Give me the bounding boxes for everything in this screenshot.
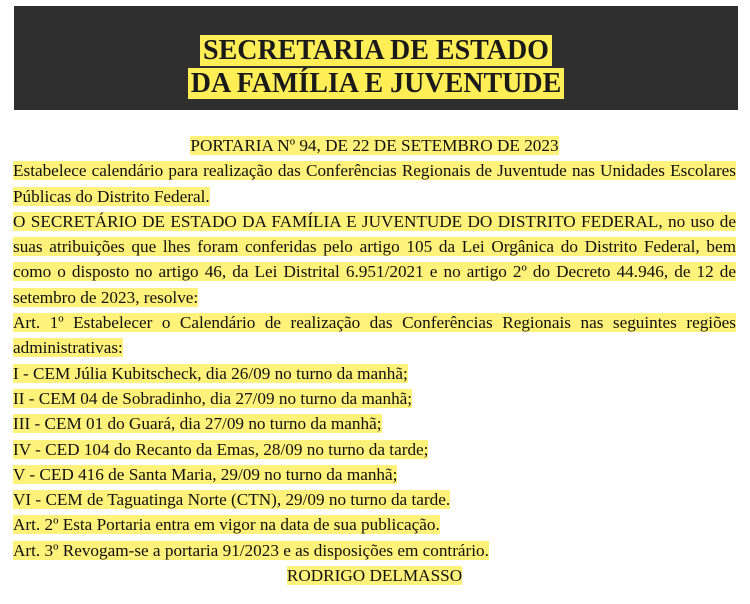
list-item: III - CEM 01 do Guará, dia 27/09 no turno da manhã; — [13, 414, 382, 434]
ordinance-preamble: O SECRETÁRIO DE ESTADO DA FAMÍLIA E JUVENTUDE DO DISTRITO FEDERAL, no uso de suas atribuições que lhes foram conferidas pelo artigo 105 da Lei Orgânica do Distrito Federal, bem como o disposto no artigo 46, da Lei Distrital 6.951/2021 e no artigo 2º do Decreto 44.946, de 12 de setembro de 2023, resolve: — [13, 211, 736, 307]
ordinance-document — [13, 133, 736, 588]
article-3: Art. 3º Revogam-se a portaria 91/2023 e as disposições em contrário. — [13, 540, 489, 560]
signature: RODRIGO DELMASSO — [286, 566, 463, 586]
ordinance-title: PORTARIA Nº 94, DE 22 DE SETEMBRO DE 2023 — [190, 136, 559, 155]
article-1: Art. 1º Estabelecer o Calendário de realização das Conferências Regionais nas seguintes regiões administrativas: — [13, 313, 736, 358]
list-item: II - CEM 04 de Sobradinho, dia 27/09 no turno da manhã; — [13, 388, 413, 408]
page-header — [14, 6, 738, 110]
article-2: Art. 2º Esta Portaria entra em vigor na data de sua publicação. — [13, 515, 440, 535]
header-title-line-1: SECRETARIA DE ESTADO — [14, 36, 738, 66]
list-item: IV - CED 104 do Recanto da Emas, 28/09 no turno da tarde; — [13, 439, 429, 459]
list-item: V - CED 416 de Santa Maria, 29/09 no turno da manhã; — [13, 464, 398, 484]
ordinance-summary: Estabelece calendário para realização das Conferências Regionais de Juventude nas Unidades Escolares Públicas do Distrito Federal. — [13, 161, 736, 206]
list-item: I - CEM Júlia Kubitscheck, dia 26/09 no turno da manhã; — [13, 363, 408, 383]
list-item: VI - CEM de Taguatinga Norte (CTN), 29/09 no turno da tarde. — [13, 490, 451, 510]
header-title-line-2: DA FAMÍLIA E JUVENTUDE — [14, 69, 738, 99]
